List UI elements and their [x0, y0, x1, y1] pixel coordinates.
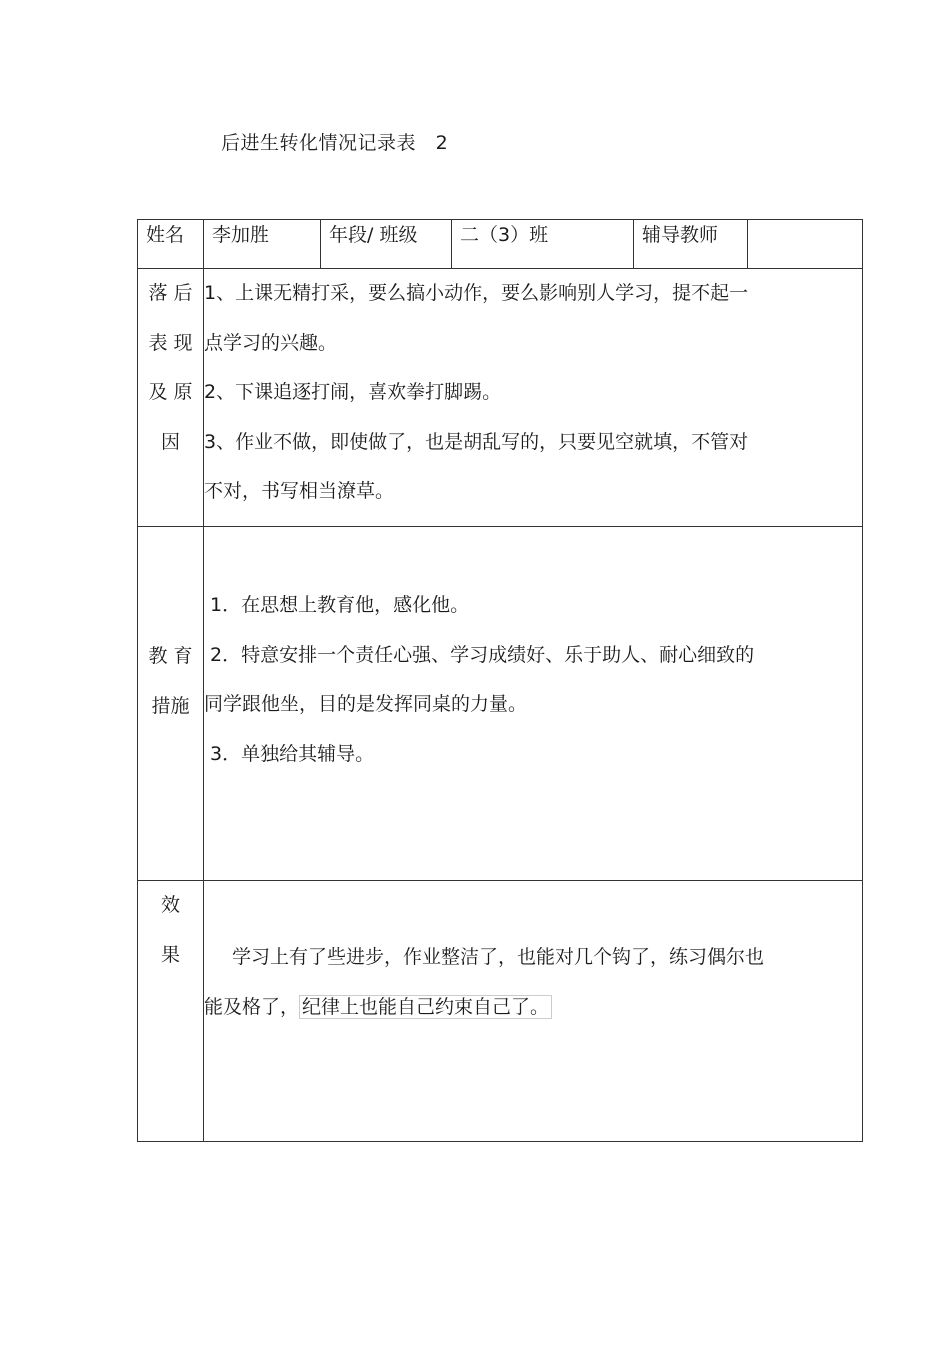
teacher-value-cell [748, 220, 863, 269]
grade-value: 二（3）班 [460, 224, 549, 246]
backward-item: 2、下课追逐打闹，喜欢拳打脚踢。 [204, 381, 502, 403]
measures-content-cell [204, 527, 863, 881]
measure-item: 1．在思想上教育他，感化他。 [210, 594, 470, 616]
backward-label-line: 及 原 [148, 381, 193, 403]
measures-label-cell [138, 527, 204, 881]
backward-row [138, 269, 863, 527]
effect-line [204, 983, 862, 1033]
backward-item: 1、上课无精打采，要么搞小动作，要么影响别人学习，提不起一 [204, 282, 749, 304]
effect-label-cell [138, 881, 204, 1142]
backward-item: 3、作业不做，即使做了，也是胡乱写的，只要见空就填，不管对 [204, 430, 749, 453]
effect-row [138, 881, 863, 1142]
name-value: 李加胜 [212, 224, 270, 246]
grade-label-cell [321, 220, 452, 269]
effect-line-part: 能及格了， [204, 995, 300, 1018]
effect-boxed-text: 纪律上也能自己约束自己了。 [299, 995, 552, 1019]
effect-label-line: 果 [160, 943, 180, 966]
backward-label-cell [138, 269, 204, 527]
header-row [138, 220, 863, 269]
name-label: 姓名 [146, 224, 185, 246]
backward-label-line: 因 [160, 430, 180, 453]
document-title: 后进生转化情况记录表 2 [221, 132, 449, 154]
measure-item: 同学跟他坐，目的是发挥同桌的力量。 [204, 693, 528, 715]
grade-value-cell [452, 220, 634, 269]
teacher-label-cell [634, 220, 748, 269]
effect-line: 学习上有了些进步，作业整洁了，也能对几个钩了，练习偶尔也 [232, 946, 765, 968]
name-value-cell [204, 220, 321, 269]
backward-item: 点学习的兴趣。 [204, 331, 338, 354]
teacher-label: 辅导教师 [642, 224, 719, 246]
backward-item: 不对，书写相当潦草。 [204, 480, 395, 502]
record-table [137, 219, 863, 1142]
measures-row [138, 527, 863, 881]
backward-label-line: 表 现 [148, 331, 193, 354]
effect-label-line: 效 [160, 894, 180, 916]
measure-item: 3．单独给其辅导。 [210, 742, 375, 765]
effect-content-cell [204, 881, 863, 1142]
measures-label-line: 措施 [151, 694, 190, 717]
backward-label-line: 落 后 [148, 282, 193, 304]
name-label-cell [138, 220, 204, 269]
measure-item: 2．特意安排一个责任心强、学习成绩好、乐于助人、耐心细致的 [210, 643, 755, 666]
backward-content-cell [204, 269, 863, 527]
grade-label: 年段/ 班级 [329, 224, 418, 246]
measures-label-line: 教 育 [148, 645, 193, 667]
